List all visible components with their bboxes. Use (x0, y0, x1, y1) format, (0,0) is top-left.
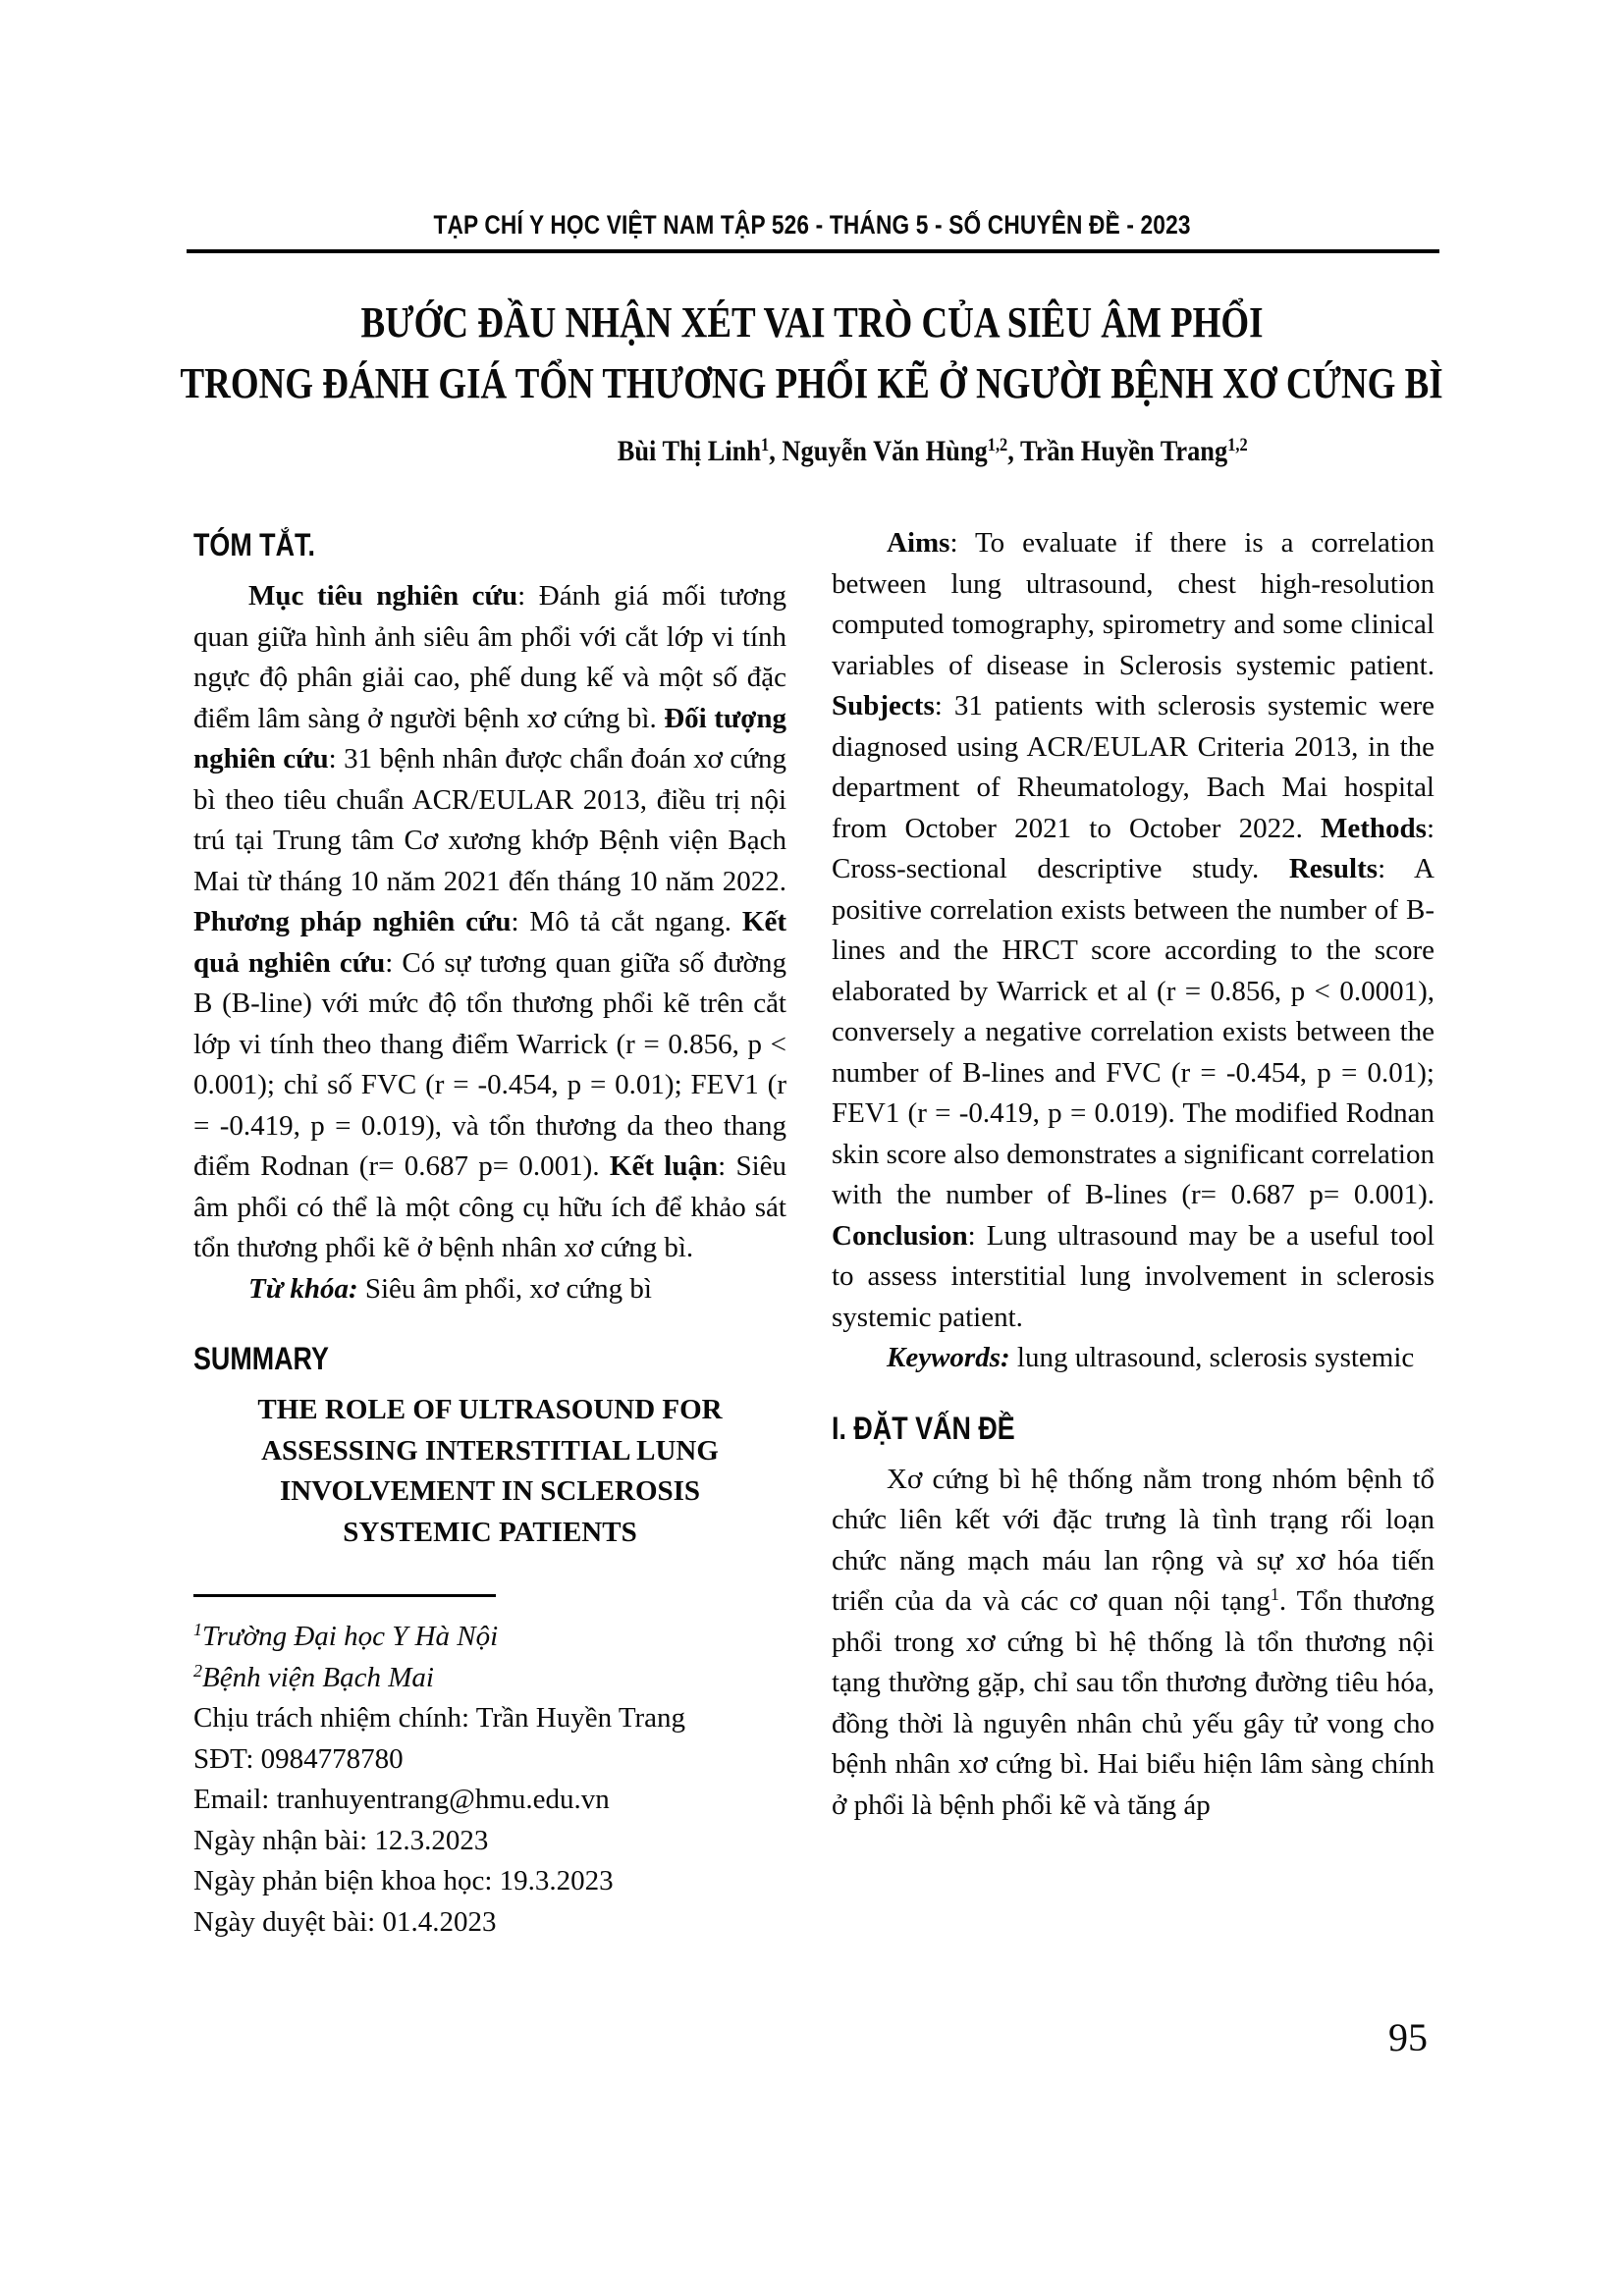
authors-text: Bùi Thị Linh$^1$, Nguyễn Văn Hùng$^{1,2}$, Trần Huyền Trang$^{1,2}$ (618, 434, 1248, 467)
footnote-email: Email: tranhuyentrang@hmu.edu.vn (193, 1784, 610, 1815)
journal-header (0, 210, 1624, 240)
authors-line (422, 432, 1443, 471)
introduction-heading: I. ĐẶT VẤN ĐỀ (832, 1410, 1015, 1446)
header-rule (187, 249, 1439, 253)
footnote-phone: SĐT: 0984778780 (193, 1742, 404, 1775)
footnote-accepted-date: Ngày duyệt bài: 01.4.2023 (193, 1905, 497, 1938)
footnote-corresponding-author: Chịu trách nhiệm chính: Trần Huyền Trang (193, 1702, 686, 1734)
english-title: THE ROLE OF ULTRASOUND FOR ASSESSING INTERSTITIAL LUNG INVOLVEMENT IN SCLEROSIS SYSTEMIC PATIENTS (257, 1394, 723, 1548)
footnotes-block (193, 1617, 786, 1943)
page-number: 95 (1388, 2015, 1428, 2059)
abstract-vn-heading: TÓM TẮT. (193, 527, 315, 562)
footnote-review-date: Ngày phản biện khoa học: 19.3.2023 (193, 1865, 614, 1896)
abstract-en-paragraph: Aims: To evaluate if there is a correlation between lung ultrasound, chest high-resolution computed tomography, spirometry and some clinical variables of disease in Sclerosis systemic patient. Subjects: 31 patients with sclerosis systemic were diagnosed using ACR/EULAR Criteria 2013, in the department of Rheumatology, Bach Mai hospital from October 2021 to October 2022. Methods: Cross-sectional descriptive study. Results: A positive correlation exists between the number of B-lines and the HRCT score according to the score elaborated by Warrick et al (r = 0.856, p < 0.0001), conversely a negative correlation exists between the number of B-lines and FVC (r = -0.454, p = 0.01); FEV1 (r = -0.419, p = 0.019). The modified Rodnan skin score also demonstrates a significant correlation with the number of B-lines (r= 0.687 p= 0.001). Conclusion: Lung ultrasound may be a useful tool to assess interstitial lung involvement in sclerosis systemic patient. (832, 527, 1435, 1333)
article-title (0, 293, 1624, 414)
right-column (832, 523, 1435, 1826)
article-title-line-1: BƯỚC ĐẦU NHẬN XÉT VAI TRÒ CỦA SIÊU ÂM PHỔI (360, 298, 1264, 347)
summary-heading: SUMMARY (193, 1341, 329, 1376)
abstract-vn-paragraph: Mục tiêu nghiên cứu: Đánh giá mối tương quan giữa hình ảnh siêu âm phổi với cắt lớp vi tính ngực độ phân giải cao, phế dung kế và một số đặc điểm lâm sàng ở người bệnh xơ cứng bì. Đối tượng nghiên cứu: 31 bệnh nhân được chẩn đoán xơ cứng bì theo tiêu chuẩn ACR/EULAR 2013, điều trị nội trú tại Trung tâm Cơ xương khớp Bệnh viện Bạch Mai từ tháng 10 năm 2021 đến tháng 10 năm 2022. Phương pháp nghiên cứu: Mô tả cắt ngang. Kết quả nghiên cứu: Có sự tương quan giữa số đường B (B-line) với mức độ tổn thương phổi kẽ trên cắt lớp vi tính theo thang điểm Warrick (r = 0.856, p < 0.001); chỉ số FVC (r = -0.454, p = 0.01); FEV1 (r = -0.419, p = 0.019), và tổn thương da theo thang điểm Rodnan (r= 0.687 p= 0.001). Kết luận: Siêu âm phổi có thể là một công cụ hữu ích để khảo sát tổn thương phổi kẽ ở bệnh nhân xơ cứng bì. (193, 580, 787, 1263)
introduction-paragraph: Xơ cứng bì hệ thống nằm trong nhóm bệnh tổ chức liên kết với đặc trưng là tình trạng rối loạn chức năng mạch máu lan rộng và sự xơ hóa tiến triển của da và các cơ quan nội tạng$^1$. Tổn thương phổi trong xơ cứng bì hệ thống là tổn thương nội tạng thường gặp, chỉ sau tổn thương đường tiêu hóa, đồng thời là nguyên nhân chủ yếu gây tử vong cho bệnh nhân xơ cứng bì. Hai biểu hiện lâm sàng chính ở phổi là bệnh phổi kẽ và tăng áp (832, 1463, 1435, 1821)
left-column (193, 523, 786, 1943)
keywords-vn-line: Từ khóa: Siêu âm phổi, xơ cứng bì (248, 1272, 652, 1305)
footnote-affiliation-1: $^1$Trường Đại học Y Hà Nội (193, 1620, 499, 1652)
footnote-divider (193, 1594, 496, 1597)
footnote-received-date: Ngày nhận bài: 12.3.2023 (193, 1824, 489, 1856)
footnote-affiliation-2: $^2$Bệnh viện Bạch Mai (193, 1660, 434, 1693)
keywords-en-line: Keywords: lung ultrasound, sclerosis systemic (887, 1342, 1415, 1373)
journal-header-text: TẠP CHÍ Y HỌC VIỆT NAM TẬP 526 - THÁNG 5 - SỐ CHUYÊN ĐỀ - 2023 (433, 210, 1191, 240)
article-title-line-2: TRONG ĐÁNH GIÁ TỔN THƯƠNG PHỔI KẼ Ở NGƯỜI BỆNH XƠ CỨNG BÌ (180, 359, 1444, 407)
